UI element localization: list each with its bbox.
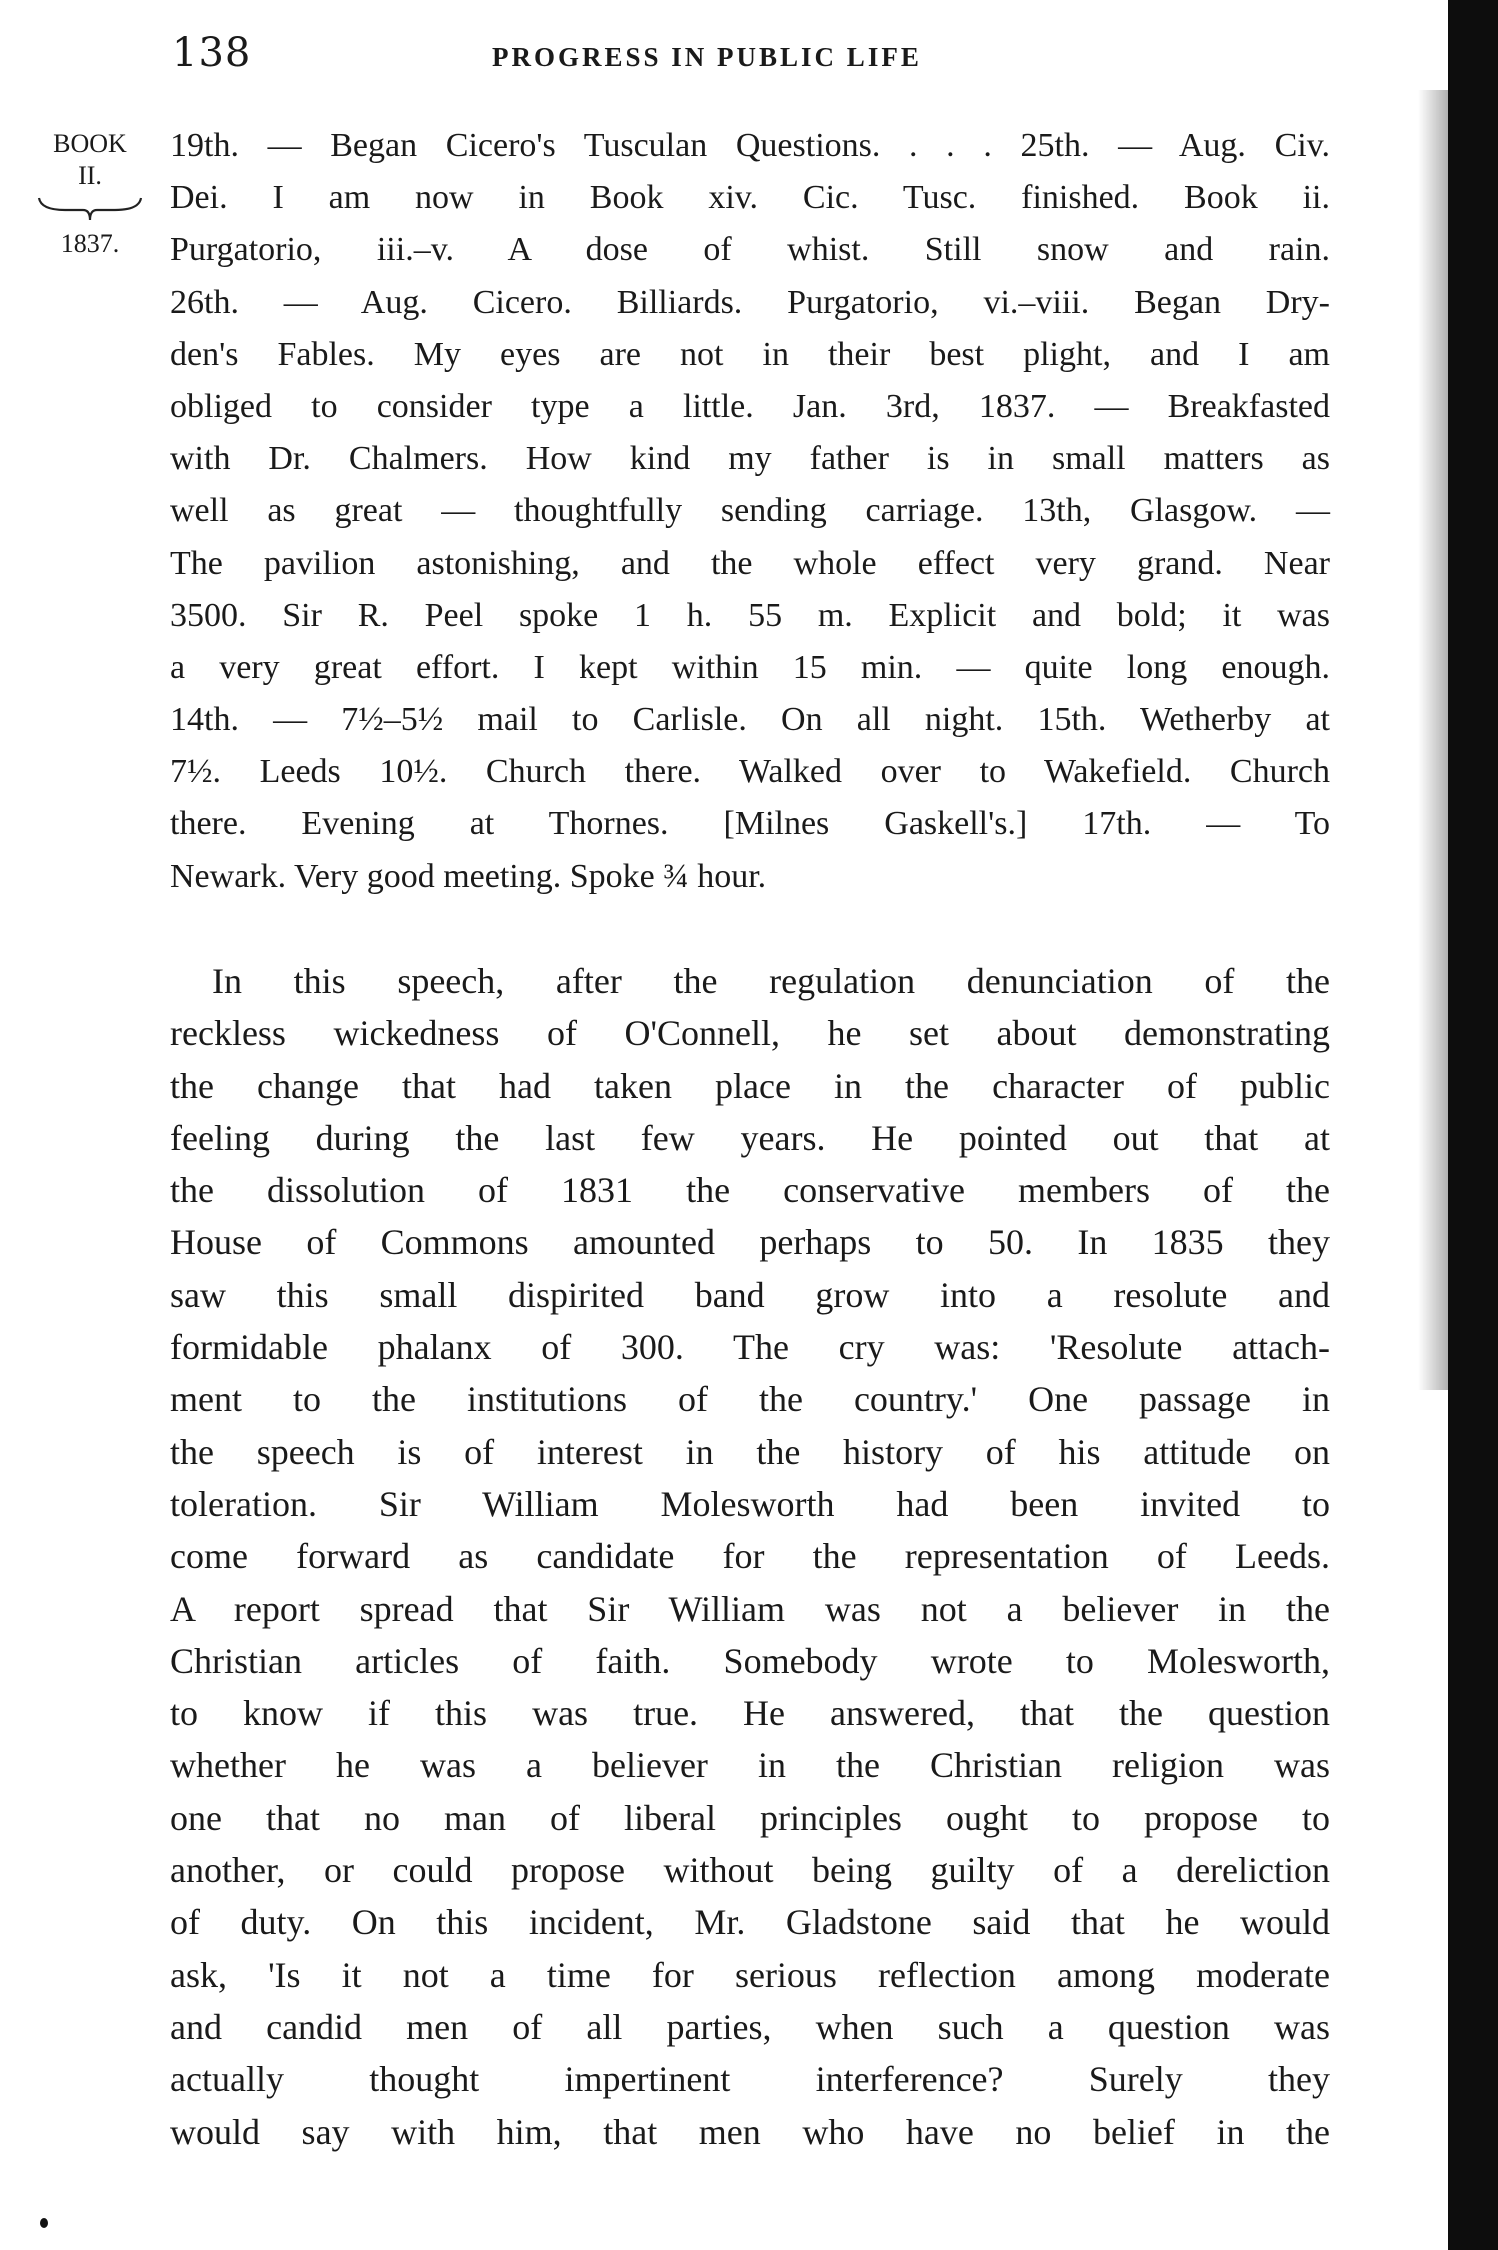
margin-book-number: II. [78,161,102,190]
diary-line: a very great effort. I kept within 15 min. — quite long enough. [170,648,1330,686]
body-line: the speech is of interest in the history of his attitude on [170,1431,1330,1472]
body-line: whether he was a believer in the Christian religion was [170,1745,1330,1786]
diary-line: Purgatorio, iii.–v. A dose of whist. Still snow and rain. [170,231,1330,269]
page-edge-scan-border [1448,0,1498,2250]
diary-line: 7½. Leeds 10½. Church there. Walked over to Wakefield. Church [170,753,1330,791]
diary-line: 3500. Sir R. Peel spoke 1 h. 55 m. Explicit and bold; it was [170,596,1330,634]
body-line: and candid men of all parties, when such a question was [170,2006,1330,2047]
margin-year: 1837. [60,229,120,258]
body-line: the dissolution of 1831 the conservative members of the [170,1170,1330,1211]
diary-line: den's Fables. My eyes are not in their best plight, and I am [170,335,1330,373]
page-gutter-shadow [1418,90,1452,1390]
body-line: to know if this was true. He answered, that the question [170,1693,1330,1734]
body-line: House of Commons amounted perhaps to 50. In 1835 they [170,1222,1330,1263]
diary-line: well as great — thoughtfully sending carriage. 13th, Glasgow. — [170,492,1330,530]
diary-line: obliged to consider type a little. Jan. 3rd, 1837. — Breakfasted [170,387,1330,425]
body-line: of duty. On this incident, Mr. Gladstone said that he would [170,1902,1330,1943]
diary-line: there. Evening at Thornes. [Milnes Gaskell's.] 17th. — To [170,805,1330,843]
body-line: saw this small dispirited band grow into a resolute and [170,1274,1330,1315]
page-number: 138 [172,30,252,76]
body-line: come forward as candidate for the representation of Leeds. [170,1536,1330,1577]
body-line: Christian articles of faith. Somebody wrote to Molesworth, [170,1640,1330,1681]
body-line: formidable phalanx of 300. The cry was: 'Resolute attach- [170,1327,1330,1368]
body-paragraph [170,955,1330,2158]
body-line: one that no man of liberal principles ought to propose to [170,1797,1330,1838]
diary-line: The pavilion astonishing, and the whole effect very grand. Near [170,544,1330,582]
diary-line: Dei. I am now in Book xiv. Cic. Tusc. finished. Book ii. [170,179,1330,217]
body-line: another, or could propose without being guilty of a dereliction [170,1850,1330,1891]
diary-line: Newark. Very good meeting. Spoke ¾ hour. [170,857,767,895]
body-line: A report spread that Sir William was not a believer in the [170,1588,1330,1629]
body-line: reckless wickedness of O'Connell, he set about demonstrating [170,1013,1330,1054]
body-line: would say with him, that men who have no belief in the [170,2111,1330,2152]
body-line: ask, 'Is it not a time for serious reflection among moderate [170,1954,1330,1995]
diary-line: with Dr. Chalmers. How kind my father is in small matters as [170,440,1330,478]
body-line: actually thought impertinent interference? Surely they [170,2059,1330,2100]
body-line: ment to the institutions of the country.' One passage in [170,1379,1330,1420]
running-head: PROGRESS IN PUBLIC LIFE [492,42,922,72]
diary-line: 14th. — 7½–5½ mail to Carlisle. On all night. 15th. Wetherby at [170,701,1330,739]
body-line: In this speech, after the regulation denunciation of the [212,961,1330,1001]
diary-extract [170,120,1330,903]
margin-note [30,128,150,260]
body-line: toleration. Sir William Molesworth had been invited to [170,1483,1330,1524]
brace-icon [35,194,145,224]
margin-book-label: BOOK [53,129,127,158]
body-line: the change that had taken place in the character of public [170,1065,1330,1106]
diary-line: 19th. — Began Cicero's Tusculan Questions. . . . 25th. — Aug. Civ. [170,127,1330,164]
diary-line: 26th. — Aug. Cicero. Billiards. Purgatorio, vi.–viii. Began Dry- [170,283,1330,321]
body-line: feeling during the last few years. He pointed out that at [170,1117,1330,1158]
ink-speck [40,2218,48,2228]
